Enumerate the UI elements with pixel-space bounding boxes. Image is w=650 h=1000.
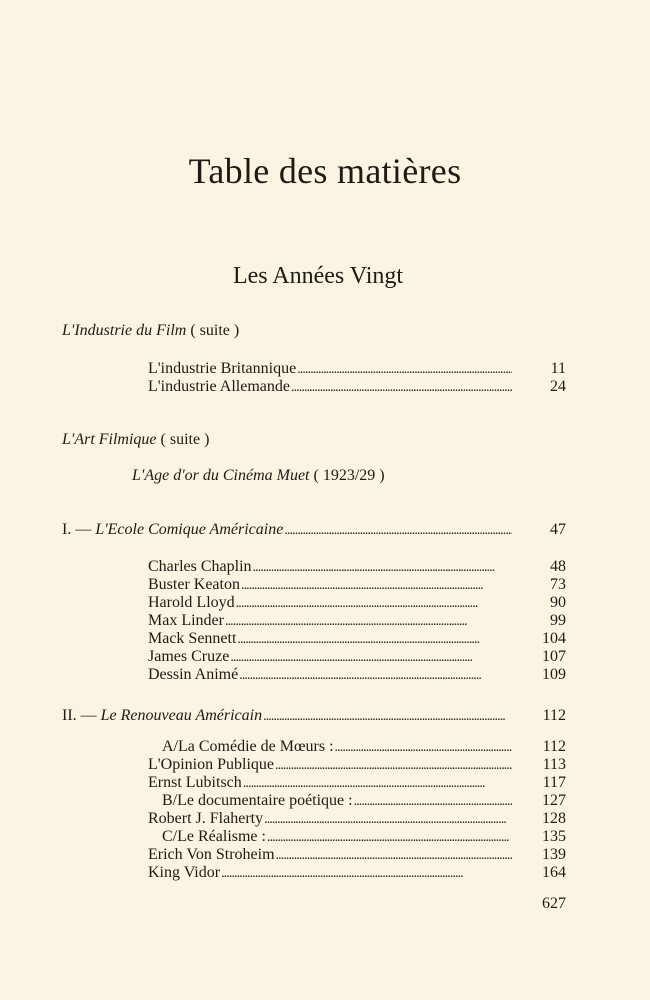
toc-entry-label: Harold Lloyd [148, 594, 235, 611]
toc-entry-label: James Cruze [148, 648, 230, 665]
heading-industrie-note: ( suite ) [190, 322, 240, 339]
toc-entry[interactable] [148, 558, 566, 576]
toc-entry[interactable] [148, 666, 566, 684]
toc-entry-label: Robert J. Flaherty [148, 810, 264, 827]
heading-art-title: L'Art Filmique [62, 431, 157, 448]
toc-entry-label: L'Opinion Publique [148, 756, 274, 773]
toc-entry-label: King Vidor [148, 864, 221, 881]
toc-chapter-label: II. — Le Renouveau Américain [62, 707, 263, 724]
toc-entry-label: Charles Chaplin [148, 558, 252, 575]
dot-leader [267, 830, 512, 846]
toc-entry-page: 109 [542, 666, 566, 683]
toc-chapter-page: 47 [550, 521, 566, 538]
dot-leader [253, 560, 512, 576]
toc-entry[interactable] [148, 864, 566, 882]
toc-entry-label: Dessin Animé [148, 666, 239, 683]
toc-entry[interactable] [162, 828, 566, 846]
dot-leader [237, 632, 512, 648]
dot-leader [241, 578, 512, 594]
toc-entry-label: C/Le Réalisme : [162, 828, 266, 845]
dot-leader [275, 758, 512, 774]
toc-entry-label: Ernst Lubitsch [148, 774, 242, 791]
toc-entry-page: 99 [550, 612, 566, 629]
toc-entry[interactable] [148, 612, 566, 630]
toc-entry[interactable] [148, 594, 566, 612]
toc-entry[interactable] [148, 810, 566, 828]
subheading-age-d-or-years: ( 1923/29 ) [313, 467, 385, 484]
dot-leader [239, 668, 512, 684]
toc-entry-page: 104 [542, 630, 566, 647]
toc-entry-page: 128 [542, 810, 566, 827]
toc-entry-label: L'industrie Allemande [148, 378, 290, 395]
subheading-age-d-or [132, 467, 385, 485]
toc-entry[interactable] [148, 648, 566, 666]
toc-entry[interactable] [148, 756, 566, 774]
heading-industrie-title: L'Industrie du Film [62, 322, 187, 339]
toc-entry-page: 73 [550, 576, 566, 593]
toc-chapter-label: I. — L'Ecole Comique Américaine [62, 521, 284, 538]
dot-leader [297, 362, 512, 378]
toc-entry[interactable] [162, 792, 566, 810]
dot-leader [276, 848, 512, 864]
dot-leader [230, 650, 512, 666]
toc-entry[interactable] [148, 630, 566, 648]
toc-entry-page: 127 [542, 792, 566, 809]
toc-chapter-renouveau[interactable] [62, 707, 566, 725]
toc-entry-label: Buster Keaton [148, 576, 240, 593]
dot-leader [236, 596, 512, 612]
heading-art-filmique [62, 431, 209, 449]
dot-leader [263, 709, 512, 725]
toc-entry-label: Mack Sennett [148, 630, 237, 647]
toc-entry-label: Erich Von Stroheim [148, 846, 275, 863]
toc-entry-label: Max Linder [148, 612, 224, 629]
toc-entry[interactable] [148, 360, 566, 378]
toc-entry[interactable] [148, 576, 566, 594]
section-title-annees-vingt: Les Années Vingt [232, 263, 404, 289]
toc-entry-page: 24 [550, 378, 566, 395]
toc-entry-page: 112 [542, 738, 566, 755]
page-title: Table des matières [188, 151, 462, 191]
toc-chapter-ecole-comique[interactable] [62, 521, 566, 539]
toc-entry-page: 164 [542, 864, 566, 881]
dot-leader [335, 740, 512, 756]
dot-leader [225, 614, 512, 630]
toc-entry-page: 107 [542, 648, 566, 665]
heading-industrie-du-film [62, 322, 239, 340]
toc-entry-label: B/Le documentaire poétique : [162, 792, 353, 809]
toc-entry-page: 117 [542, 774, 566, 791]
toc-entry[interactable] [148, 378, 566, 396]
subheading-age-d-or-title: L'Age d'or du Cinéma Muet [132, 467, 310, 484]
toc-entry[interactable] [162, 738, 566, 756]
toc-entry-page: 11 [550, 360, 566, 377]
heading-art-note: ( suite ) [160, 431, 210, 448]
toc-entry-label: L'industrie Britannique [148, 360, 297, 377]
dot-leader [354, 794, 512, 810]
dot-leader [284, 523, 512, 539]
dot-leader [264, 812, 512, 828]
dot-leader [291, 380, 512, 396]
toc-entry-label: A/La Comédie de Mœurs : [162, 738, 334, 755]
dot-leader [221, 866, 512, 882]
toc-entry-page: 90 [550, 594, 566, 611]
toc-entry-page: 135 [542, 828, 566, 845]
dot-leader [243, 776, 512, 792]
toc-entry-page: 48 [550, 558, 566, 575]
toc-entry-page: 113 [542, 756, 566, 773]
toc-chapter-page: 112 [542, 707, 566, 724]
toc-entry-page: 139 [542, 846, 566, 863]
toc-entry[interactable] [148, 846, 566, 864]
toc-entry[interactable] [148, 774, 566, 792]
page-number: 627 [542, 895, 566, 912]
